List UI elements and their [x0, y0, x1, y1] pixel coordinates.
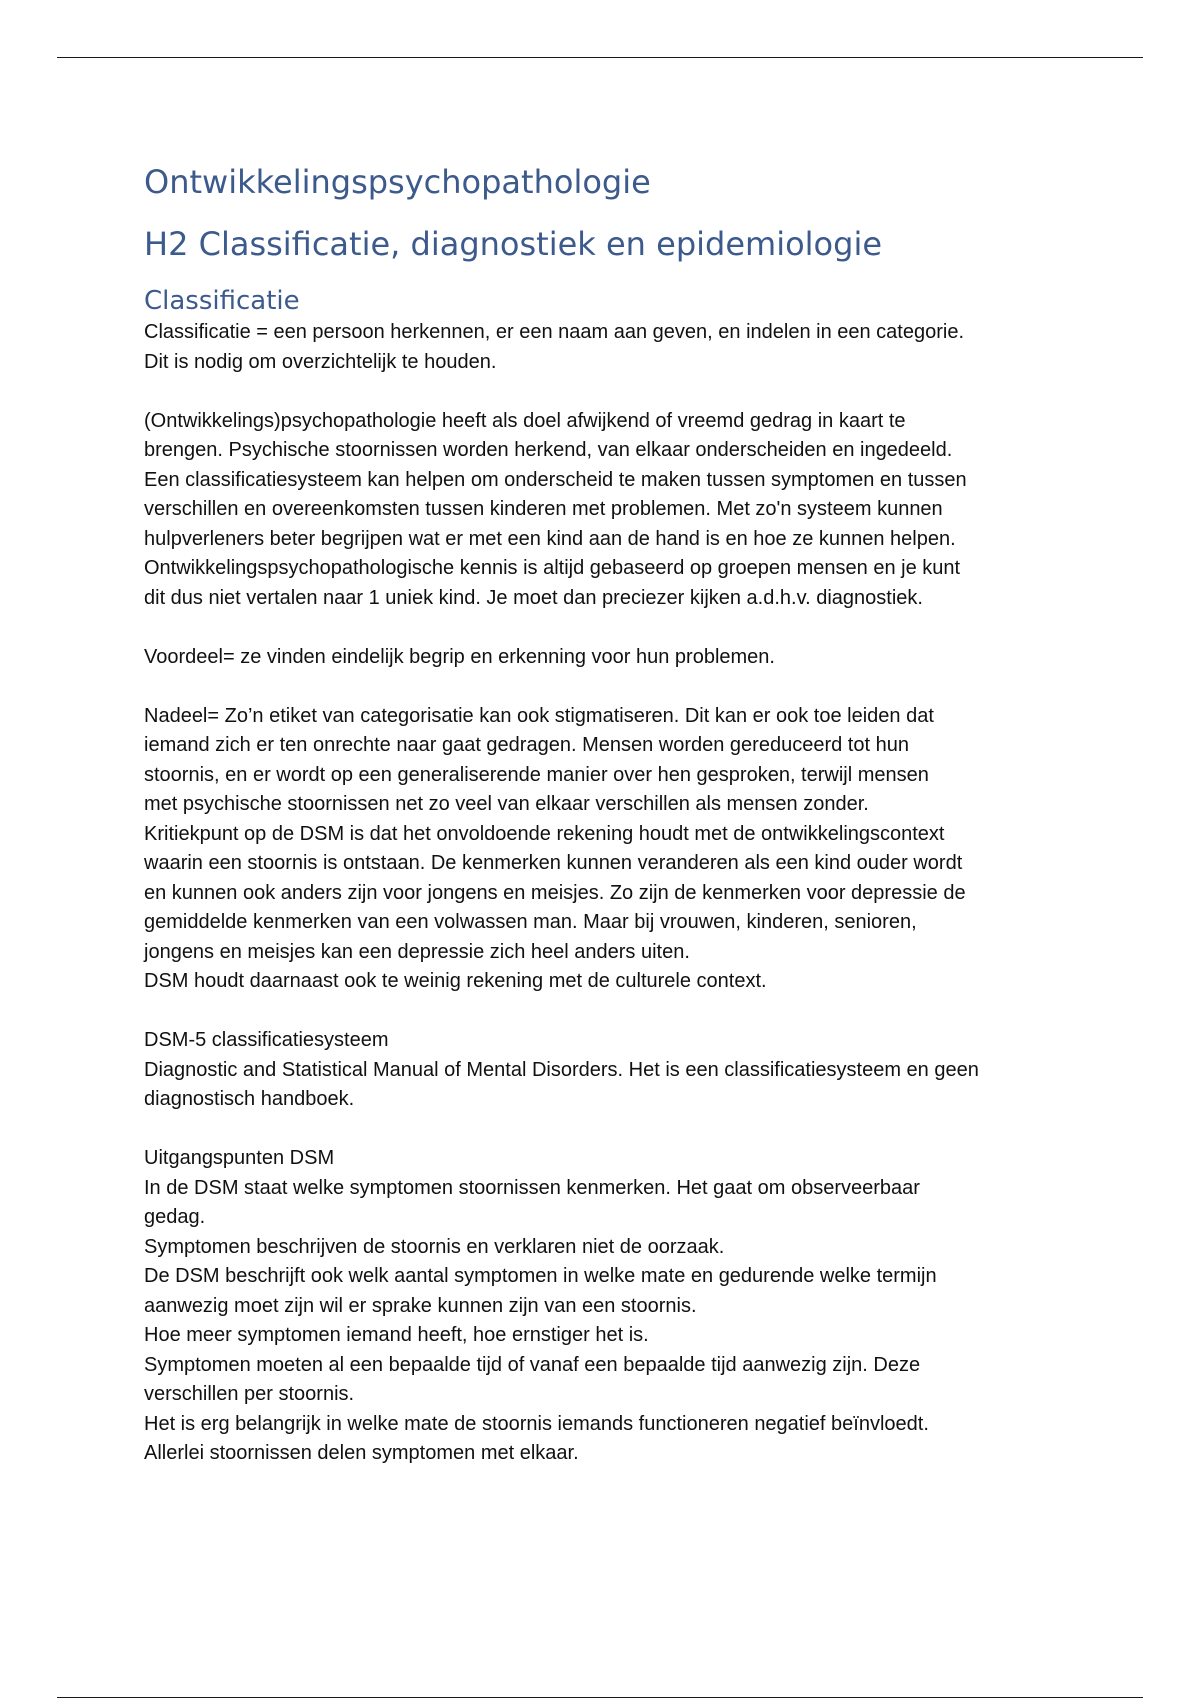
text-line: dit dus niet vertalen naar 1 uniek kind. Je moet dan preciezer kijken a.d.h.v. diagnostiek. — [144, 586, 923, 609]
text-line: met psychische stoornissen net zo veel van elkaar verschillen als mensen zonder. — [144, 793, 869, 815]
text-line: verschillen en overeenkomsten tussen kinderen met problemen. Met zo'n systeem kunnen — [144, 498, 943, 520]
text-line: verschillen per stoornis. — [144, 1383, 355, 1405]
text-line: Symptomen beschrijven de stoornis en verklaren niet de oorzaak. — [144, 1235, 725, 1258]
header-rule — [57, 57, 1143, 58]
chapter-title: H2 Classificatie, diagnostiek en epidemiologie — [144, 225, 883, 263]
paragraph-list — [144, 318, 1074, 1469]
text-line: en kunnen ook anders zijn voor jongens en meisjes. Zo zijn de kenmerken voor depressie de — [144, 881, 966, 904]
text-line: jongens en meisjes kan een depressie zich heel anders uiten. — [144, 940, 690, 963]
paragraph — [144, 702, 1074, 997]
text-line: Voordeel= ze vinden eindelijk begrip en erkenning voor hun problemen. — [144, 645, 775, 668]
footer-rule — [57, 1697, 1143, 1698]
paragraph — [144, 407, 1074, 614]
text-line: Kritiekpunt op de DSM is dat het onvoldoende rekening houdt met de ontwikkelingscontext — [144, 822, 945, 845]
paragraph — [144, 1144, 1074, 1469]
text-line: waarin een stoornis is ontstaan. De kenmerken kunnen veranderen als een kind ouder wordt — [144, 852, 963, 874]
text-line: gedag. — [144, 1206, 206, 1228]
text-line: Dit is nodig om overzichtelijk te houden. — [144, 350, 497, 373]
text-line: Het is erg belangrijk in welke mate de stoornis iemands functioneren negatief beïnvloedt. — [144, 1412, 929, 1435]
text-line: Hoe meer symptomen iemand heeft, hoe ernstiger het is. — [144, 1324, 649, 1346]
text-line: gemiddelde kenmerken van een volwassen man. Maar bij vrouwen, kinderen, senioren, — [144, 911, 917, 933]
paragraph — [144, 643, 1074, 673]
text-line: In de DSM staat welke symptomen stoornissen kenmerken. Het gaat om observeerbaar — [144, 1176, 920, 1199]
document-body — [144, 160, 1074, 1498]
text-line: brengen. Psychische stoornissen worden herkend, van elkaar onderscheiden en ingedeeld. — [144, 439, 953, 461]
text-line: (Ontwikkelings)psychopathologie heeft als doel afwijkend of vreemd gedrag in kaart te — [144, 409, 906, 432]
paragraph — [144, 1026, 1074, 1115]
text-line: Classificatie = een persoon herkennen, er een naam aan geven, en indelen in een categorie. — [144, 321, 965, 343]
section-heading: Classificatie — [144, 286, 300, 316]
document-title: Ontwikkelingspsychopathologie — [144, 163, 651, 201]
text-line: Een classificatiesysteem kan helpen om onderscheid te maken tussen symptomen en tussen — [144, 468, 967, 491]
text-line: Ontwikkelingspsychopathologische kennis is altijd gebaseerd op groepen mensen en je kunt — [144, 557, 961, 579]
text-line: aanwezig moet zijn wil er sprake kunnen zijn van een stoornis. — [144, 1294, 697, 1317]
text-line: Diagnostic and Statistical Manual of Mental Disorders. Het is een classificatiesysteem en geen — [144, 1058, 979, 1081]
text-line: hulpverleners beter begrijpen wat er met een kind aan de hand is en hoe ze kunnen helpen. — [144, 527, 956, 550]
paragraph — [144, 318, 1074, 377]
text-line: stoornis, en er wordt op een generaliserende manier over hen gesproken, terwijl mensen — [144, 763, 929, 786]
text-line: De DSM beschrijft ook welk aantal symptomen in welke mate en gedurende welke termijn — [144, 1265, 937, 1287]
text-line: Allerlei stoornissen delen symptomen met elkaar. — [144, 1442, 579, 1464]
text-line: DSM houdt daarnaast ook te weinig rekening met de culturele context. — [144, 970, 767, 992]
text-line: Nadeel= Zo’n etiket van categorisatie kan ook stigmatiseren. Dit kan er ook toe leiden dat — [144, 704, 934, 727]
text-line: DSM-5 classificatiesysteem — [144, 1029, 389, 1051]
text-line: iemand zich er ten onrechte naar gaat gedragen. Mensen worden gereduceerd tot hun — [144, 734, 909, 756]
text-line: Uitgangspunten DSM — [144, 1147, 335, 1169]
text-line: diagnostisch handboek. — [144, 1088, 355, 1110]
text-line: Symptomen moeten al een bepaalde tijd of vanaf een bepaalde tijd aanwezig zijn. Deze — [144, 1353, 921, 1376]
